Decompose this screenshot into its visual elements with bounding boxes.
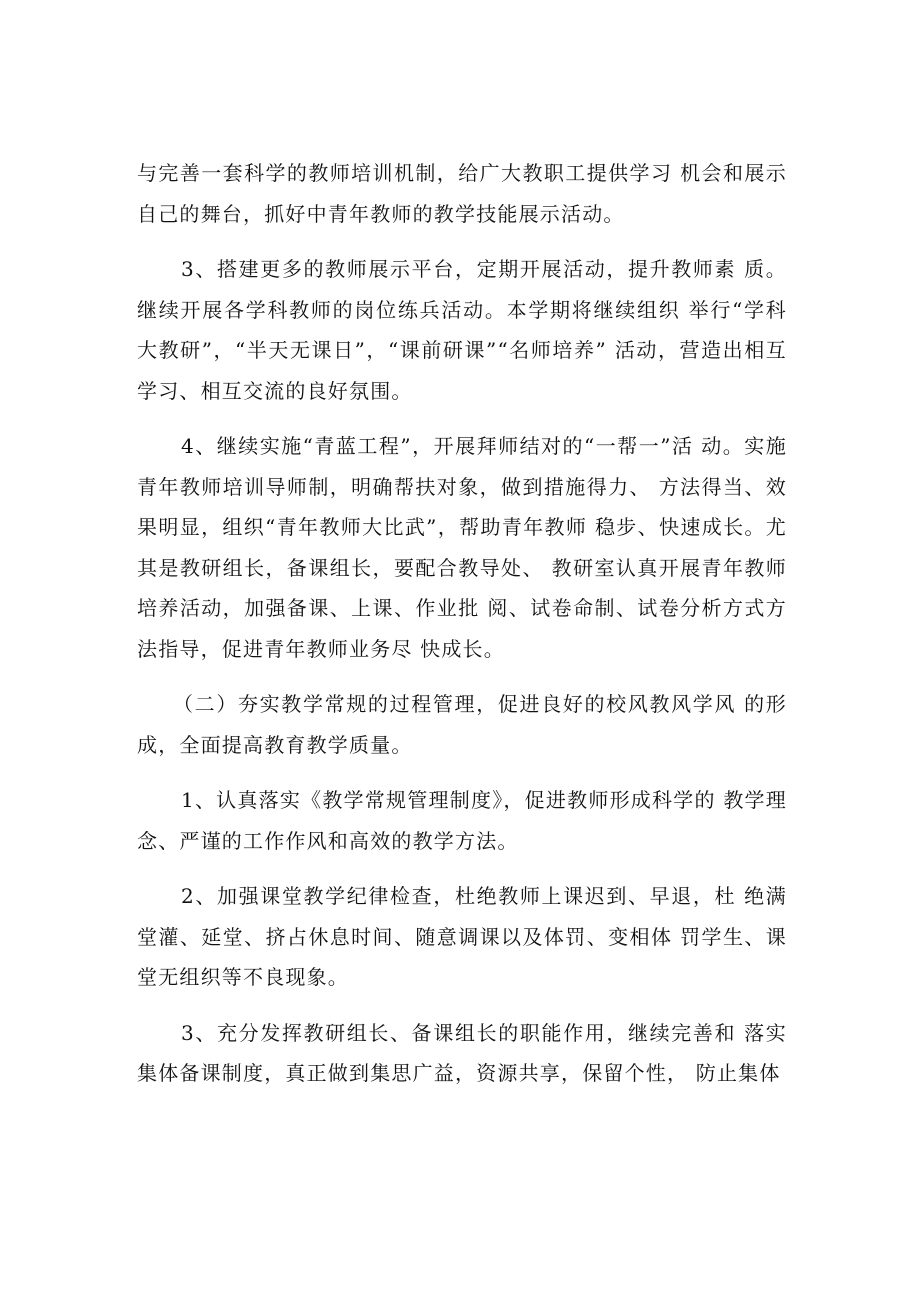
paragraph-continuation: 与完善一套科学的教师培训机制，给广大教职工提供学习 机会和展示自己的舞台，抓好中青年教师的教学技能展示活动。 bbox=[137, 161, 787, 226]
paragraph-item-2-discipline: 2、加强课堂教学纪律检查，杜绝教师上课迟到、早退，杜 绝满堂灌、延堂、挤占休息时间、随意调课以及体罚、变相体 罚学生、课堂无组织等不良现象。 bbox=[137, 884, 787, 989]
paragraph-item-1-regulations: 1、认真落实《教学常规管理制度》，促进教师形成科学的 教学理念、严谨的工作作风和高效的教学方法。 bbox=[137, 788, 787, 853]
paragraph-item-3-platform: 3、搭建更多的教师展示平台，定期开展活动，提升教师素 质。继续开展各学科教师的岗位练兵活动。本学期将继续组织 举行“学科大教研”，“半天无课日”，“课前研课”“名师培养” 活动，营造出相互学习、相互交流的良好氛围。 bbox=[137, 257, 787, 403]
paragraph-item-4-mentoring: 4、继续实施“青蓝工程”，开展拜师结对的“一帮一”活 动。实施青年教师培训导师制，明确帮扶对象，做到措施得力、 方法得当、效果明显，组织“青年教师大比武”，帮助青年教师 稳步、快速成长。尤其是教研组长，备课组长，要配合教导处、 教研室认真开展青年教师培养活动，加强备课、上课、作业批 阅、试卷命制、试卷分析方式方法指导，促进青年教师业务尽 快成长。 bbox=[137, 434, 787, 661]
paragraph-item-3-lesson-prep: 3、充分发挥教研组长、备课组长的职能作用，继续完善和 落实集体备课制度，真正做到集思广益，资源共享，保留个性， 防止集体 bbox=[137, 1020, 787, 1085]
document-body bbox=[137, 153, 787, 1109]
section-heading-2: （二）夯实教学常规的过程管理，促进良好的校风教风学风 的形成，全面提高教育教学质量。 bbox=[137, 692, 787, 757]
